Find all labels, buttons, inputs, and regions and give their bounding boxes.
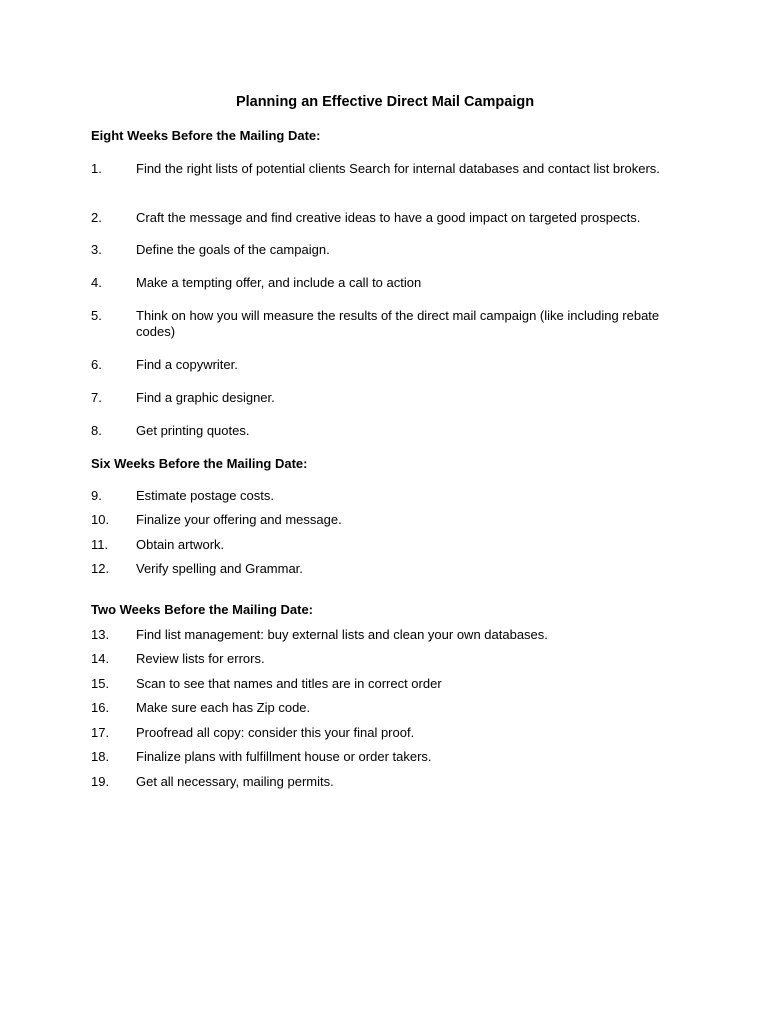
list-item bbox=[91, 627, 691, 643]
item-text: Craft the message and find creative ideas to have a good impact on targeted prospects. bbox=[136, 210, 641, 225]
item-text: Get printing quotes. bbox=[136, 423, 250, 438]
list-item bbox=[91, 537, 691, 553]
section-heading-two-weeks: Two Weeks Before the Mailing Date: bbox=[91, 602, 314, 617]
list-item bbox=[91, 700, 691, 716]
list-item bbox=[91, 488, 691, 504]
list-item bbox=[91, 774, 691, 790]
item-text: Define the goals of the campaign. bbox=[136, 242, 330, 257]
item-number: 7. bbox=[91, 390, 102, 405]
item-number: 12. bbox=[91, 561, 110, 576]
list-item bbox=[91, 242, 691, 258]
item-text: Find list management: buy external lists and clean your own databases. bbox=[136, 627, 548, 642]
item-number: 1. bbox=[91, 161, 102, 176]
item-number: 13. bbox=[91, 627, 110, 642]
item-text: Review lists for errors. bbox=[136, 651, 265, 666]
item-number: 4. bbox=[91, 275, 102, 290]
section-heading-eight-weeks: Eight Weeks Before the Mailing Date: bbox=[91, 128, 321, 143]
list-item bbox=[91, 423, 691, 439]
list-item bbox=[91, 308, 691, 340]
item-number: 2. bbox=[91, 210, 102, 225]
item-text: Scan to see that names and titles are in correct order bbox=[136, 676, 442, 691]
item-number: 10. bbox=[91, 512, 110, 527]
item-text: Make a tempting offer, and include a call to action bbox=[136, 275, 422, 290]
list-item bbox=[91, 210, 691, 226]
list-item bbox=[91, 676, 691, 692]
item-text: Estimate postage costs. bbox=[136, 488, 275, 503]
list-item bbox=[91, 749, 691, 765]
item-number: 8. bbox=[91, 423, 102, 438]
list-item bbox=[91, 275, 691, 291]
item-number: 5. bbox=[91, 308, 102, 323]
item-number: 11. bbox=[91, 537, 109, 552]
item-text: Finalize plans with fulfillment house or order takers. bbox=[136, 749, 432, 764]
list-item bbox=[91, 512, 691, 528]
item-text: Find a copywriter. bbox=[136, 357, 238, 372]
item-text: Finalize your offering and message. bbox=[136, 512, 342, 527]
item-text: Make sure each has Zip code. bbox=[136, 700, 311, 715]
item-number: 15. bbox=[91, 676, 110, 691]
item-text: Find a graphic designer. bbox=[136, 390, 275, 405]
item-text: Get all necessary, mailing permits. bbox=[136, 774, 334, 789]
item-number: 14. bbox=[91, 651, 110, 666]
item-number: 16. bbox=[91, 700, 110, 715]
list-item bbox=[91, 357, 691, 373]
item-number: 3. bbox=[91, 242, 102, 257]
item-text: Proofread all copy: consider this your final proof. bbox=[136, 725, 415, 740]
item-number: 17. bbox=[91, 725, 110, 740]
item-text: Think on how you will measure the results of the direct mail campaign (like including rebate codes) bbox=[136, 308, 660, 339]
item-number: 6. bbox=[91, 357, 102, 372]
item-number: 19. bbox=[91, 774, 110, 789]
item-text: Verify spelling and Grammar. bbox=[136, 561, 303, 576]
list-item bbox=[91, 651, 691, 667]
list-item bbox=[91, 161, 691, 177]
item-text: Obtain artwork. bbox=[136, 537, 225, 552]
item-text: Find the right lists of potential clients Search for internal databases and contact list brokers. bbox=[136, 161, 660, 176]
page-title: Planning an Effective Direct Mail Campaign bbox=[235, 94, 535, 110]
item-number: 9. bbox=[91, 488, 102, 503]
list-item bbox=[91, 561, 691, 577]
section-heading-six-weeks: Six Weeks Before the Mailing Date: bbox=[91, 456, 308, 471]
list-item bbox=[91, 725, 691, 741]
list-item bbox=[91, 390, 691, 406]
item-number: 18. bbox=[91, 749, 110, 764]
